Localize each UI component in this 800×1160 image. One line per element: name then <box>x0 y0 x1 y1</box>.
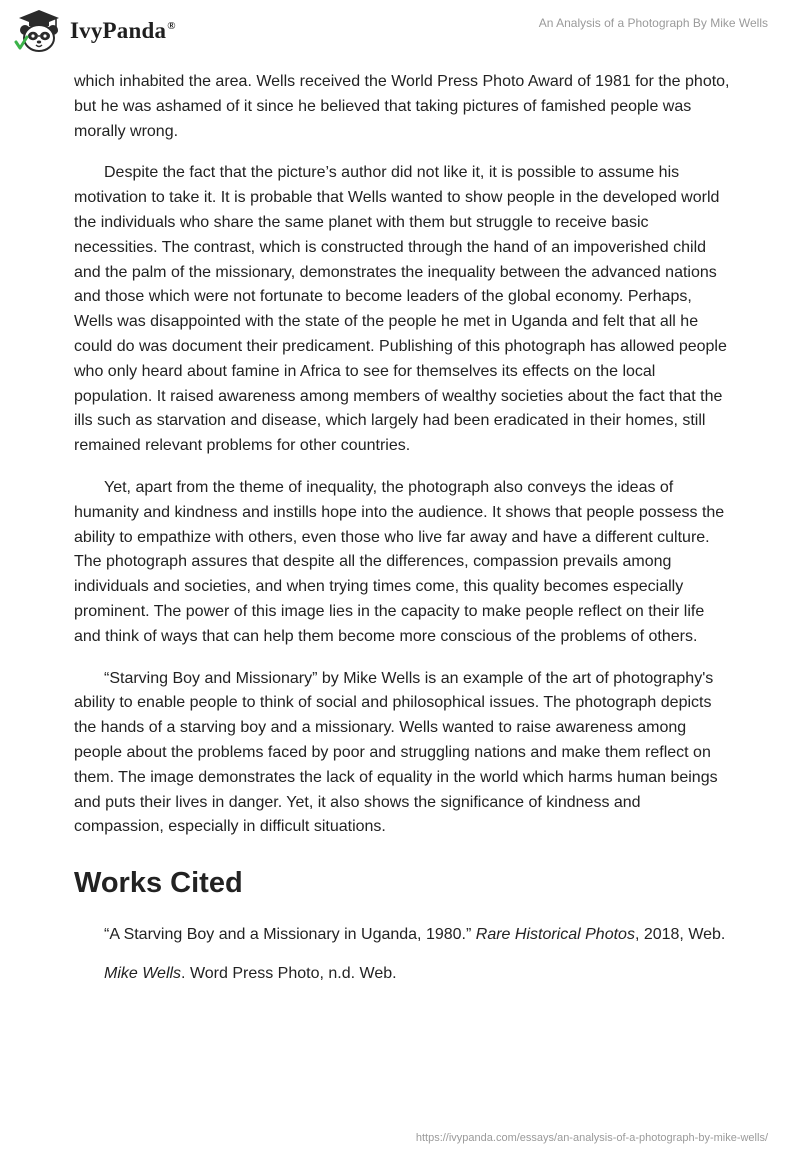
paragraph-conclusion: “Starving Boy and Missionary” by Mike Wells is an example of the art of photography's ability to enable people to think of social and philosophical issues. The photograph depicts the hands of a starving boy and a missionary. Wells wanted to raise awareness among people about the problems faced by poor and struggling nations and make them reflect on them. The image demonstrates the lack of equality in the world which harms human beings and puts their lives in danger. Yet, it also shows the significance of kindness and compassion, especially in difficult situations. <box>74 669 718 836</box>
citation-text: “A Starving Boy and a Missionary in Uganda, 1980.” <box>104 926 476 944</box>
ivypanda-logo[interactable] <box>14 8 176 54</box>
panda-graduate-icon <box>14 8 64 54</box>
citation-details: . Word Press Photo, n.d. Web. <box>181 964 397 982</box>
essay-body <box>74 70 734 987</box>
document-title: An Analysis of a Photograph By Mike Wells <box>538 16 768 30</box>
citation-source-title: Mike Wells <box>104 964 182 982</box>
page-header <box>0 0 800 62</box>
citation-entry <box>74 962 734 987</box>
paragraph-humanity: Yet, apart from the theme of inequality, the photograph also conveys the ideas of humanity and kindness and instills hope into the audience. It shows that people possess the ability to empathize with others, even those who live far away and have a different culture. The photograph assures that despite all the differences, compassion prevails among individuals and societies, and when trying times come, this quality becomes especially prominent. The power of this image lies in the capacity to make people reflect on their life and think of ways that can help them become more conscious of the problems of others. <box>74 478 725 645</box>
logo-wordmark: IvyPanda® <box>70 18 176 43</box>
works-cited-heading: Works Cited <box>74 867 243 900</box>
citation-details: , 2018, Web. <box>634 926 726 944</box>
citation-source-title: Rare Historical Photos <box>475 926 635 944</box>
paragraph-continuation: which inhabited the area. Wells received the World Press Photo Award of 1981 for the photo, but he was ashamed of it since he believed that taking pictures of famished people was morally wrong. <box>74 73 730 140</box>
citation-entry <box>74 923 734 948</box>
paragraph-motivation: Despite the fact that the picture’s author did not like it, it is possible to assume his motivation to take it. It is probable that Wells wanted to show people in the developed world the individuals who share the same planet with them but struggle to receive basic necessities. The contrast, which is constructed through the hand of an impoverished child and the palm of the missionary, demonstrates the inequality between the advanced nations and those which were not fortunate to become leaders of the global economy. Perhaps, Wells was disappointed with the state of the people he met in Uganda and felt that all he could do was document their predicament. Publishing of this photograph has allowed people who only heard about famine in Africa to see for themselves its effects on the local population. It raised awareness among members of wealthy societies about the fact that the ills such as starvation and disease, which largely had been eradicated in their homes, still remained relevant problems for other countries. <box>74 164 727 455</box>
page-url-link[interactable]: https://ivypanda.com/essays/an-analysis-of-a-photograph-by-mike-wells/ <box>415 1132 768 1144</box>
